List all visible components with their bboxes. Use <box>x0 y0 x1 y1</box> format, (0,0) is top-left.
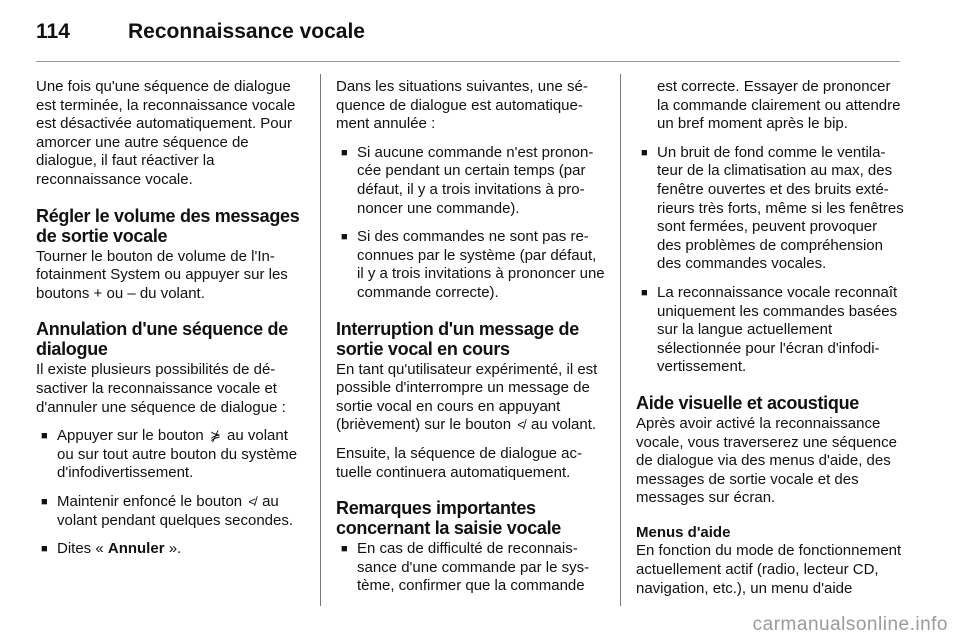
aid-paragraph: Après avoir activé la reconnaissance vocale, vous traverserez une séquence de dialogue via des menus d'aide, des messages de sortie vocale et des messages sur écran. <box>636 414 897 507</box>
page-number: 114 <box>36 20 70 43</box>
voice-button-icon: ≮ <box>517 417 525 433</box>
column-1 <box>36 78 304 569</box>
header-rule <box>36 61 900 62</box>
list-item: ■ Maintenir enfoncé le bouton ≮ au volant pendant quelques secondes. <box>36 493 304 530</box>
voice-button-icon: ≮ <box>248 493 256 509</box>
cancel-paragraph: Il existe plusieurs possibilités de désactiver la reconnaissance vocale et d'annuler une séquence de dialogue : <box>36 361 286 416</box>
list-item-continued: est correcte. Essayer de prononcer la commande clairement ou attendre un bref moment après le bip. <box>657 78 901 133</box>
auto-cancel-list <box>336 144 606 303</box>
list-item: ■ Dites « Annuler ». <box>36 540 304 559</box>
intro-paragraph: Une fois qu'une séquence de dialogue est terminée, la reconnaissance vocale est désactivée automatiquement. Pour amorcer une autre séquence de dialogue, il faut réactiver la reconnaissance vocale. <box>36 78 296 188</box>
heading-volume: Régler le volume des messages de sortie vocale <box>36 205 300 246</box>
list-item: ■ Un bruit de fond comme le ventilateur de la climatisation au max, des fenêtre ouvertes et des bruits extérieurs très forts, même si les fenêtres sont fermées, peuvent provoquer des problèmes de compréhension des commandes vocales. <box>636 144 904 274</box>
cancel-list <box>36 427 304 559</box>
page-title: Reconnaissance vocale <box>128 20 365 43</box>
list-item: ■ La reconnaissance vocale reconnaît uniquement les commandes basées sur la langue actuellement sélectionnée pour l'écran d'infodivertissement. <box>636 284 904 377</box>
heading-interrupt: Interruption d'un message de sortie vocal en cours <box>336 318 579 359</box>
heading-remarks: Remarques importantes concernant la saisie vocale <box>336 498 562 539</box>
list-item: ■ Si aucune commande n'est prononcée pendant un certain temps (par défaut, il y a trois invitations à prononcer une commande). <box>336 144 606 218</box>
list-item: ■ Appuyer sur le bouton ⋡ au volant ou sur tout autre bouton du système d'infodivertissement. <box>36 427 304 483</box>
heading-aid: Aide visuelle et acoustique <box>636 392 859 413</box>
column-3 <box>636 78 904 608</box>
volume-paragraph: Tourner le bouton de volume de l'Infotainment System ou appuyer sur les boutons + ou – du volant. <box>36 247 288 302</box>
continue-paragraph: Ensuite, la séquence de dialogue actuelle continuera automatiquement. <box>336 444 583 481</box>
heading-menus: Menus d'aide <box>636 523 731 541</box>
mute-button-icon: ⋡ <box>209 428 221 444</box>
list-item: ■ Si des commandes ne sont pas reconnues par le système (par défaut, il y a trois invitations à prononcer une commande correcte). <box>336 228 606 302</box>
remarks-list-continued <box>636 78 904 377</box>
column-divider-1 <box>320 74 321 606</box>
interrupt-paragraph: En tant qu'utilisateur expérimenté, il est possible d'interrompre un message de sortie vocal en cours en appuyant (brièvement) sur le bouton ≮ au volant. <box>336 360 598 434</box>
remarks-list <box>336 540 606 596</box>
column-2 <box>336 78 606 606</box>
heading-cancel: Annulation d'une séquence de dialogue <box>36 319 288 360</box>
command-annuler: Annuler <box>107 540 165 558</box>
column-divider-2 <box>620 74 621 606</box>
list-item: ■ En cas de difficulté de reconnaissance d'une commande par le système, confirmer que la commande <box>336 540 606 596</box>
auto-cancel-paragraph: Dans les situations suivantes, une séquence de dialogue est automatiquement annulée : <box>336 78 588 133</box>
menus-paragraph: En fonction du mode de fonctionnement actuellement actif (radio, lecteur CD, navigation, etc.), un menu d'aide <box>636 542 902 597</box>
watermark: carmanualsonline.info <box>752 614 948 635</box>
